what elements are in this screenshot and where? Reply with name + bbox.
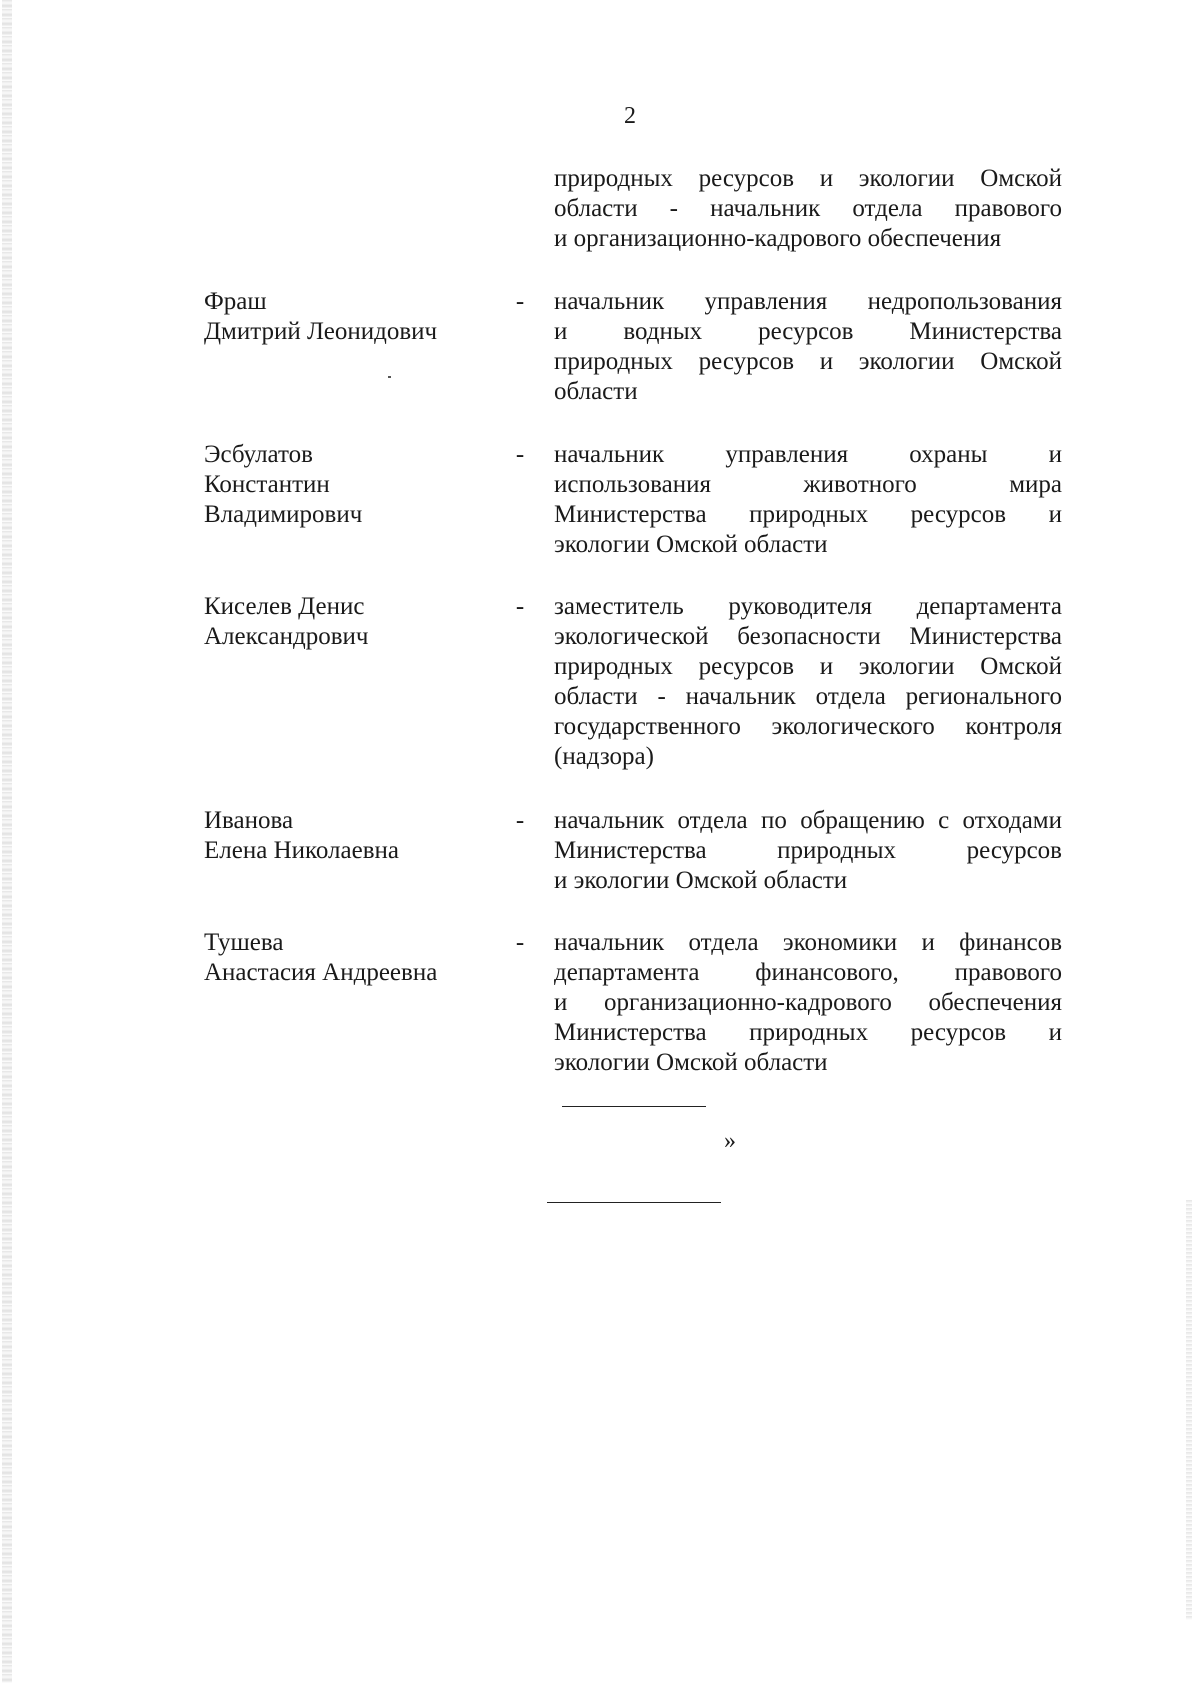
- description-line: области - начальник отдела регионального: [554, 683, 1062, 710]
- entry-description: [554, 928, 1062, 1078]
- description-line: Министерства природных ресурсов и: [554, 501, 1062, 528]
- description-line: Министерства природных ресурсов: [554, 837, 1062, 864]
- description-line: начальник управления недропользования: [554, 288, 1062, 315]
- name-line: Александрович: [204, 623, 369, 650]
- description-line: экологической безопасности Министерства: [554, 623, 1062, 650]
- description-line: департамента финансового, правового: [554, 959, 1062, 986]
- description-line: и водных ресурсов Министерства: [554, 318, 1062, 345]
- description-line: природных ресурсов и экологии Омской: [554, 165, 1062, 192]
- description-line: государственного экологического контроля: [554, 713, 1062, 740]
- name-line: Анастасия Андреевна: [204, 959, 438, 986]
- description-line: начальник отдела экономики и финансов: [554, 929, 1062, 956]
- entry-name: [204, 440, 504, 530]
- name-line: Эсбулатов: [204, 441, 313, 468]
- description-line: использования животного мира: [554, 471, 1062, 498]
- name-line: Владимирович: [204, 501, 363, 528]
- page-number: 2: [624, 103, 636, 129]
- description-line: и организационно-кадрового обеспечения: [554, 989, 1062, 1016]
- entry-dash: -: [515, 593, 525, 620]
- entry-dash: -: [515, 441, 525, 468]
- description-line: области: [554, 378, 638, 405]
- separator-line: [562, 1106, 706, 1107]
- entry-description: [554, 440, 1062, 560]
- entry-dash: -: [515, 807, 525, 834]
- entry-description: [554, 287, 1062, 407]
- description-line: области - начальник отдела правового: [554, 195, 1062, 222]
- name-line: Киселев Денис: [204, 593, 365, 620]
- name-line: Фраш: [204, 288, 267, 315]
- description-line: и экологии Омской области: [554, 867, 848, 894]
- scan-edge-right: [1186, 1200, 1192, 1620]
- description-line: начальник отдела по обращению с отходами: [554, 807, 1062, 834]
- description-line: и организационно-кадрового обеспечения: [554, 225, 1002, 252]
- entry-name: [204, 806, 504, 866]
- name-line: Тушева: [204, 929, 284, 956]
- description-line: природных ресурсов и экологии Омской: [554, 653, 1062, 680]
- scan-speck: [388, 376, 391, 378]
- entry-name: [204, 592, 504, 652]
- entry-description: [554, 592, 1062, 772]
- closing-quote: »: [724, 1128, 736, 1154]
- entry-description: [554, 806, 1062, 896]
- name-line: Иванова: [204, 807, 294, 834]
- name-line: Елена Николаевна: [204, 837, 399, 864]
- description-line: экологии Омской области: [554, 531, 828, 558]
- description-line: заместитель руководителя департамента: [554, 593, 1062, 620]
- description-line: начальник управления охраны и: [554, 441, 1062, 468]
- description-line: Министерства природных ресурсов и: [554, 1019, 1062, 1046]
- separator-line: [547, 1202, 721, 1203]
- entry-name: [204, 928, 504, 988]
- description-line: (надзора): [554, 743, 654, 770]
- entry-dash: -: [515, 288, 525, 315]
- scan-edge-left: [2, 0, 12, 1683]
- name-line: Дмитрий Леонидович: [204, 318, 438, 345]
- entry-description: [554, 164, 1062, 254]
- entry-name: [204, 287, 504, 347]
- description-line: экологии Омской области: [554, 1049, 828, 1076]
- description-line: природных ресурсов и экологии Омской: [554, 348, 1062, 375]
- name-line: Константин: [204, 471, 330, 498]
- entry-dash: -: [515, 929, 525, 956]
